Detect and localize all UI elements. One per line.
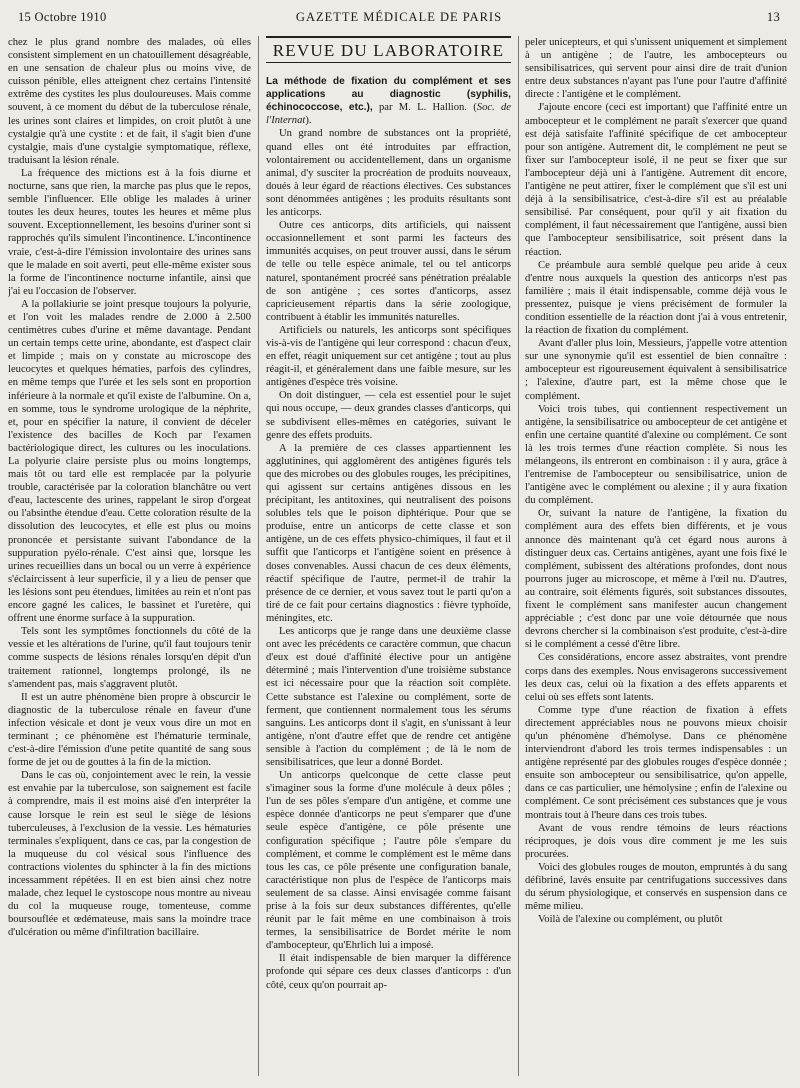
section-heading-box: [266, 36, 511, 63]
paragraph: Outre ces anticorps, dits artificiels, qui naissent occasionnellement et sont parmi les facteurs des immunités acquises, on peut trouver aussi, dans le sérum de telle ou telle espèce animale, tel ou tel anticorps naturel, spontanément procréé sans pénétration préalable de son antigène ; ces sortes d'anticorps, assez capricieusement répartis dans la série zoologique, contribuent à établir les immunités naturelles.: [266, 220, 511, 323]
page-header: [18, 6, 780, 28]
page-number: 13: [766, 10, 780, 24]
paragraph: La fréquence des mictions est à la fois diurne et nocturne, sans que rien, la marche pas plus que le repos, semble l'influencer. Elle oblige les malades à uriner toutes les deux heures, toutes les heures et même plus souvent. Exceptionnellement, les besoins d'uriner sont si rapprochés qu'ils simulent l'incontinence. L'incontinence vraie, c'est-à-dire l'émission involontaire des urines sans que le malade en soit averti, peut elle-même exister sous la forme de l'incontinence nocturne infantile, ainsi que j'ai eu l'occasion de l'observer.: [8, 167, 251, 297]
article-byline-end: ).: [305, 115, 312, 127]
paragraph: J'ajoute encore (ceci est important) que l'affinité entre un ambocepteur et le complément ne paraît s'exercer que quand est déjà satisfaite l'affinité spécifique de cet ambocepteur pour son antigène. Autrement dit, le complément ne peut se fixer sur l'ambocepteur isolé, il ne peut se fixer que sur l'ambocepteur déjà uni à l'antigène. Autrement dit encore, l'antigène ne peut attirer, fixer le complément que s'il est uni déjà à la sensibilisatrice, c'est-à-dire s'il est au préalable sensibilisé. Par conséquent, pour qu'il y ait fixation du complément, il faut nécessairement que l'antigène, aussi bien que l'ambocepteur sensibilisatrice, soit présent dans la réaction.: [525, 102, 787, 258]
column-2: [266, 36, 511, 1076]
paragraph: Ce préambule aura semblé quelque peu aride à ceux d'entre nous auxquels la question des anticorps n'est pas familière ; mais il était indispensable, comme déjà vous le pressentez, puisque je viens précisément de formuler la condition essentielle de la réaction dont j'ai à vous entretenir, la réaction de fixation du complément.: [525, 259, 787, 337]
article-heading: [266, 75, 511, 127]
column-3: [525, 36, 787, 1076]
paragraph: Comme type d'une réaction de fixation à effets directement appréciables nous ne pouvons mieux choisir qu'un phénomène d'hémolyse. Dans ce phénomène interviendront d'abord les trois termes indispensables : un antigène représenté par des globules rouges d'espèce donnée ; ensuite son ambocepteur ou sensibilisatrice, qu'on appelle, dans ce cas particulier, une hémolysine ; enfin de l'alexine ou complément. Ce sont précisément ces substances que je vous montrais tout à l'heure dans ces trois tubes.: [525, 704, 787, 821]
column-divider: [258, 36, 259, 1076]
article-source: Soc. de l'Internat: [266, 102, 511, 127]
column-divider: [518, 36, 519, 1076]
paragraph: Dans le cas où, conjointement avec le rein, la vessie est envahie par la tuberculose, son saignement est facile à comprendre, mais il est moins aisé d'en interpréter la cause lorsque le rein est seul le siège de lésions tuberculeuses, à l'exclusion de la vessie. Les hématuries terminales s'expliquent, dans ce cas, par la congestion de la muqueuse du col vésical sous l'influence des contractions violentes du sphincter à la fin des mictions incessamment répétées. Il en est bien ainsi chez notre malade, chez lequel le cystoscope nous montre au niveau du col la muqueuse rouge, tomenteuse, comme boursouflée et œdémateuse, mais sans la moindre trace d'ulcération ou même d'infiltration bacillaire.: [8, 770, 251, 939]
paragraph: Tels sont les symptômes fonctionnels du côté de la vessie et les altérations de l'urine, qu'il faut toujours tenir comme suspects de lésions rénales lorsqu'en dépit d'un traitement rationnel, longtemps prolongé, ils ne s'amendent pas, mais s'aggravent plutôt.: [8, 626, 251, 690]
paragraph: Un grand nombre de substances ont la propriété, quand elles ont été introduites par effraction, volontairement ou accidentellement, dans un organisme animal, d'y susciter la procréation de produits nouveaux, doués à leur égard de réactions électives. Ces substances sont dénommées antigènes ; les produits résultants sont les anticorps.: [266, 128, 511, 219]
paragraph: Voilà de l'alexine ou complément, ou plutôt: [538, 914, 723, 926]
paragraph: Il est un autre phénomène bien propre à obscurcir le diagnostic de la tuberculose rénale en faveur d'une infection vésicale et dont je veux vous dire un mot en terminant ; ce phénomène est l'hématurie terminale, c'est-à-dire l'émission d'une petite quantité de sang sous forme de jet ou de gouttes à la fin de la miction.: [8, 691, 251, 769]
issue-date: 15 Octobre 1910: [18, 10, 107, 24]
article-title: La méthode de fixation du complément et ses applications au diagnostic (syphilis, échinococcose, etc.),: [266, 76, 511, 114]
article-byline: par M. L. Hallion. (: [372, 102, 477, 114]
paragraph: On doit distinguer, — cela est essentiel pour le sujet qui nous occupe, — deux grandes classes d'anticorps, qui se subdivisent elles-mêmes en catégories, suivant le genre des effets produits.: [266, 390, 511, 441]
paragraph: A la première de ces classes appartiennent les agglutinines, qui agglomèrent des antigènes figurés tels que des microbes ou des globules rouges, les précipitines, qui agissent sur certains antigènes dissous en les précipitant, les antitoxines, qui neutralisent des poisons solubles tels que le poison diphtérique. Pour que se produise, entre un anticorps de cette classe et son antigène, un de ces effets physico-chimiques, il faut et il suffit que l'anticorps et l'antigène soient en présence à doses convenables. Aussi chacun de ces deux éléments, réactif spécifique de l'autre, permet-il de trahir la présence de ce dernier, et vous savez tout le parti qu'on a tiré de ce fait pour certains diagnostics : fièvre typhoïde, méningites, etc.: [266, 442, 511, 624]
paragraph: Avant de vous rendre témoins de leurs réactions réciproques, je dois vous dire comment je me les suis procurées.: [525, 822, 787, 860]
paragraph: chez le plus grand nombre des malades, où elles consistent simplement en un chatouillement désagréable, en une sensation de chaleur plus ou moins vive, de cuisson pénible, elles atteignent chez certains l'intensité extrême des cystites les plus douloureuses. Mais comme souvent, à ce moment du début de la tuberculose rénale, les urines sont claires et limpides, on croit plutôt à une cystalgie qu'à une cystite : et de fait, il s'agit bien d'une cystalgie, mais d'une cystalgie symptomatique, réflexe, traduisant la lésion rénale.: [8, 37, 251, 166]
paragraph: Or, suivant la nature de l'antigène, la fixation du complément aura des effets bien différents, et je vous annonce dès maintenant qu'à cet égard nous aurons à distinguer deux cas. Certains antigènes, ayant une fois fixé le complément, subissent des altérations profondes, dont nous pourrons juger au microscope, et même à l'œil nu. D'autres, au contraire, soit éléments figurés, soit substances dissoutes, fixent le complément sans manifester aucun changement appréciable ; c'est donc par une voie détournée que nous devrons chercher si la combinaison s'est produite, c'est-à-dire si le complément a cessé d'être libre.: [525, 508, 787, 651]
paragraph: Il était indispensable de bien marquer la différence profonde qui sépare ces deux classes d'anticorps : d'un côté, ceux qu'on pourrait ap-: [266, 953, 511, 991]
paragraph: Voici des globules rouges de mouton, empruntés à du sang défibriné, lavés ensuite par centrifugations successives dans du sérum physiologique, et conservés en suspension dans ce même milieu.: [525, 861, 787, 913]
paragraph: Ces considérations, encore assez abstraites, vont prendre corps dans des exemples. Nous envisagerons successivement les deux cas, celui où la fixation a des effets apparents et celui où ses effets sont latents.: [525, 652, 787, 703]
paragraph: Les anticorps que je range dans une deuxième classe ont avec les précédents ce caractère commun, que chacun d'eux est doué d'affinité élective pour un antigène déterminé ; mais l'intervention d'une troisième substance est ici nécessaire pour que la réaction soit complète. Cette substance est l'alexine ou complément, sorte de ferment, que contiennent normalement tous les sérums sanguins. Les anticorps dont il s'agit, en s'unissant à leur antigène, n'ont d'autre effet que de rendre cet antigène sensible à l'action du complément ; de là le nom de sensibilisatrices, que leur a donné Bordet.: [266, 626, 511, 768]
column-1: [8, 36, 251, 1076]
paragraph: Voici trois tubes, qui contiennent respectivement un antigène, la sensibilisatrice ou ambocepteur de cet antigène et enfin une certaine quantité d'alexine ou complément. Ce sont là les trois termes d'une réaction complète. Si nous les mélangeons, ils entreront en combinaison : il y aura, grâce à l'entremise de l'ambocepteur ou sensibilisatrice, union de l'antigène avec le complément ou alexine ; il y aura fixation du complément.: [525, 403, 787, 507]
paragraph: Artificiels ou naturels, les anticorps sont spécifiques vis-à-vis de l'antigène qui leur correspond : chacun d'eux, en effet, réagit uniquement sur cet antigène ; tout au plus réagit-il, et généralement dans une faible mesure, sur les antigènes d'espèce très voisine.: [266, 324, 511, 389]
journal-title: GAZETTE MÉDICALE DE PARIS: [295, 10, 503, 24]
paragraph: A la pollakiurie se joint presque toujours la polyurie, et l'on voit les malades rendre de 2.000 à 2.500 centimètres cubes d'urine et même davantage. Pendant un certain temps cette urine, abondante, est d'aspect clair et limpide ; mais on y constate au microscope des leucocytes et quelques hématies, parfois des cylindres, en même temps que l'urée et les sels sont en proportion inférieure à la normale et qu'il existe de l'albumine. On a, en somme, tous le syndrome urologique de la néphrite, et, pour en spécifier la nature, il convient de déceler l'existence des bacilles de Koch par l'examen bactériologique direct, les cultures ou les inoculations. La polyurie claire persiste plus ou moins longtemps, mais tôt ou tard elle est remplacée par la polyurie trouble, caractérisée par la coloration blanchâtre ou vert d'eau, lactescente des urines, rappelant le sirop d'orgeat ou l'absinthe étendue d'eau. Cette coloration résulte de la dissolution des leucocytes, et elle est plus ou moins prononcée et persistante suivant l'abondance de la suppuration pyélo-rénale. C'est ainsi que, lorsque les urines recueillies dans un bocal ou un verre à expérience s'éclaircissent à leur superficie, il y a lieu de penser que les lésions sont peu étendues, limitées au rein et n'ont pas encore gagné les calices, le bassinet et l'uretère, qui offrent une énorme surface à la suppuration.: [8, 298, 251, 625]
paragraph: Un anticorps quelconque de cette classe peut s'imaginer sous la forme d'une molécule à deux pôles ; l'un de ses pôles s'empare d'un antigène, et comme une espèce donnée d'anticorps ne peut s'emparer que d'une seule espèce d'antigène, ce pôle présente une configuration spécifique ; l'autre pôle s'empare du complément, et comme le complément est le même dans tous les cas, ce pôle présente une configuration banale, caractéristique non plus de l'espèce de l'anticorps mais seulement de sa classe. Ainsi envisagée comme faisant prise à la fois sur deux substances différentes, qu'elle réunit par le fait même en une combinaison à trois termes, la sensibilisatrice de Bordet mérite le nom d'ambocepteur, qu'Ehrlich lui a imposé.: [266, 770, 511, 952]
paragraph: peler unicepteurs, et qui s'unissent uniquement et simplement à un antigène ; de l'autre, les ambocepteurs ou sensibilisatrices, qui servent pour ainsi dire de trait d'union entre deux substances n'ayant pas l'une pour l'autre d'affinité directe : l'antigène et le complément.: [525, 37, 787, 101]
paragraph: Avant d'aller plus loin, Messieurs, j'appelle votre attention sur une synonymie qu'il est essentiel de bien connaître : ambocepteur est rigoureusement équivalent à sensibilisatrice ; l'alexine, d'autre part, est la même chose que le complément.: [525, 338, 787, 402]
section-title: REVUE DU LABORATOIRE: [272, 41, 505, 60]
